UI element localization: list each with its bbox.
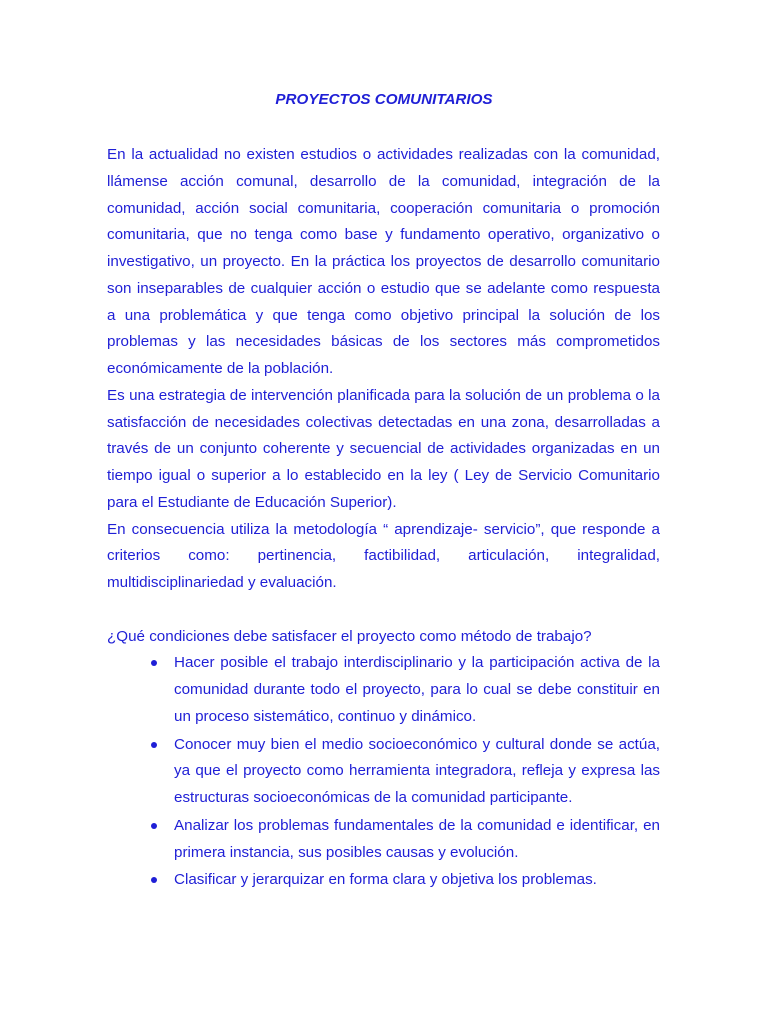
- list-item-text: Analizar los problemas fundamentales de la comunidad e identificar, en primera instancia, sus posibles causas y evolución.: [174, 816, 660, 861]
- bullet-icon: [151, 742, 157, 748]
- bullet-icon: [151, 877, 157, 883]
- conditions-list: [107, 650, 660, 894]
- list-item: [107, 732, 660, 812]
- bullet-icon: [151, 823, 157, 829]
- paragraph-intro: En la actualidad no existen estudios o actividades realizadas con la comunidad, llámense acción comunal, desarrollo de la comunidad, integración de la comunidad, acción social comunitaria, cooperación comunitaria o promoción comunitaria, que no tenga como base y fundamento operativo, organizativo o investigativo, un proyecto. En la práctica los proyectos de desarrollo comunitario son inseparables de cualquier acción o estudio que se adelante como respuesta a una problemática y que tenga como objetivo principal la solución de los problemas y las necesidades básicas de los sectores más comprometidos económicamente de la población.: [107, 146, 660, 377]
- list-item: [107, 650, 660, 730]
- list-item-text: Hacer posible el trabajo interdisciplinario y la participación activa de la comunidad durante todo el proyecto, para lo cual se debe constituir en un proceso sistemático, continuo y dinámico.: [174, 654, 660, 725]
- list-item: [107, 867, 660, 894]
- list-item-text: Conocer muy bien el medio socioeconómico y cultural donde se actúa, ya que el proyecto como herramienta integradora, refleja y expresa las estructuras socioeconómicas de la comunidad participante.: [174, 735, 660, 806]
- paragraph-methodology: En consecuencia utiliza la metodología “ aprendizaje- servicio”, que responde a criterios como: pertinencia, factibilidad, articulación, integralidad, multidisciplinariedad y evaluación.: [107, 520, 660, 591]
- bullet-icon: [151, 660, 157, 666]
- conditions-question: ¿Qué condiciones debe satisfacer el proyecto como método de trabajo?: [107, 627, 592, 645]
- list-item-text: Clasificar y jerarquizar en forma clara y objetiva los problemas.: [174, 871, 597, 889]
- document-body: [107, 142, 660, 894]
- document-title: PROYECTOS COMUNITARIOS: [275, 91, 493, 108]
- list-item: [107, 813, 660, 867]
- paragraph-strategy: Es una estrategia de intervención planificada para la solución de un problema o la satisfacción de necesidades colectivas detectadas en una zona, desarrolladas a través de un conjunto coherente y secuencial de actividades organizadas en un tiempo igual o superior a lo establecido en la ley ( Ley de Servicio Comunitario para el Estudiante de Educación Superior).: [107, 386, 660, 511]
